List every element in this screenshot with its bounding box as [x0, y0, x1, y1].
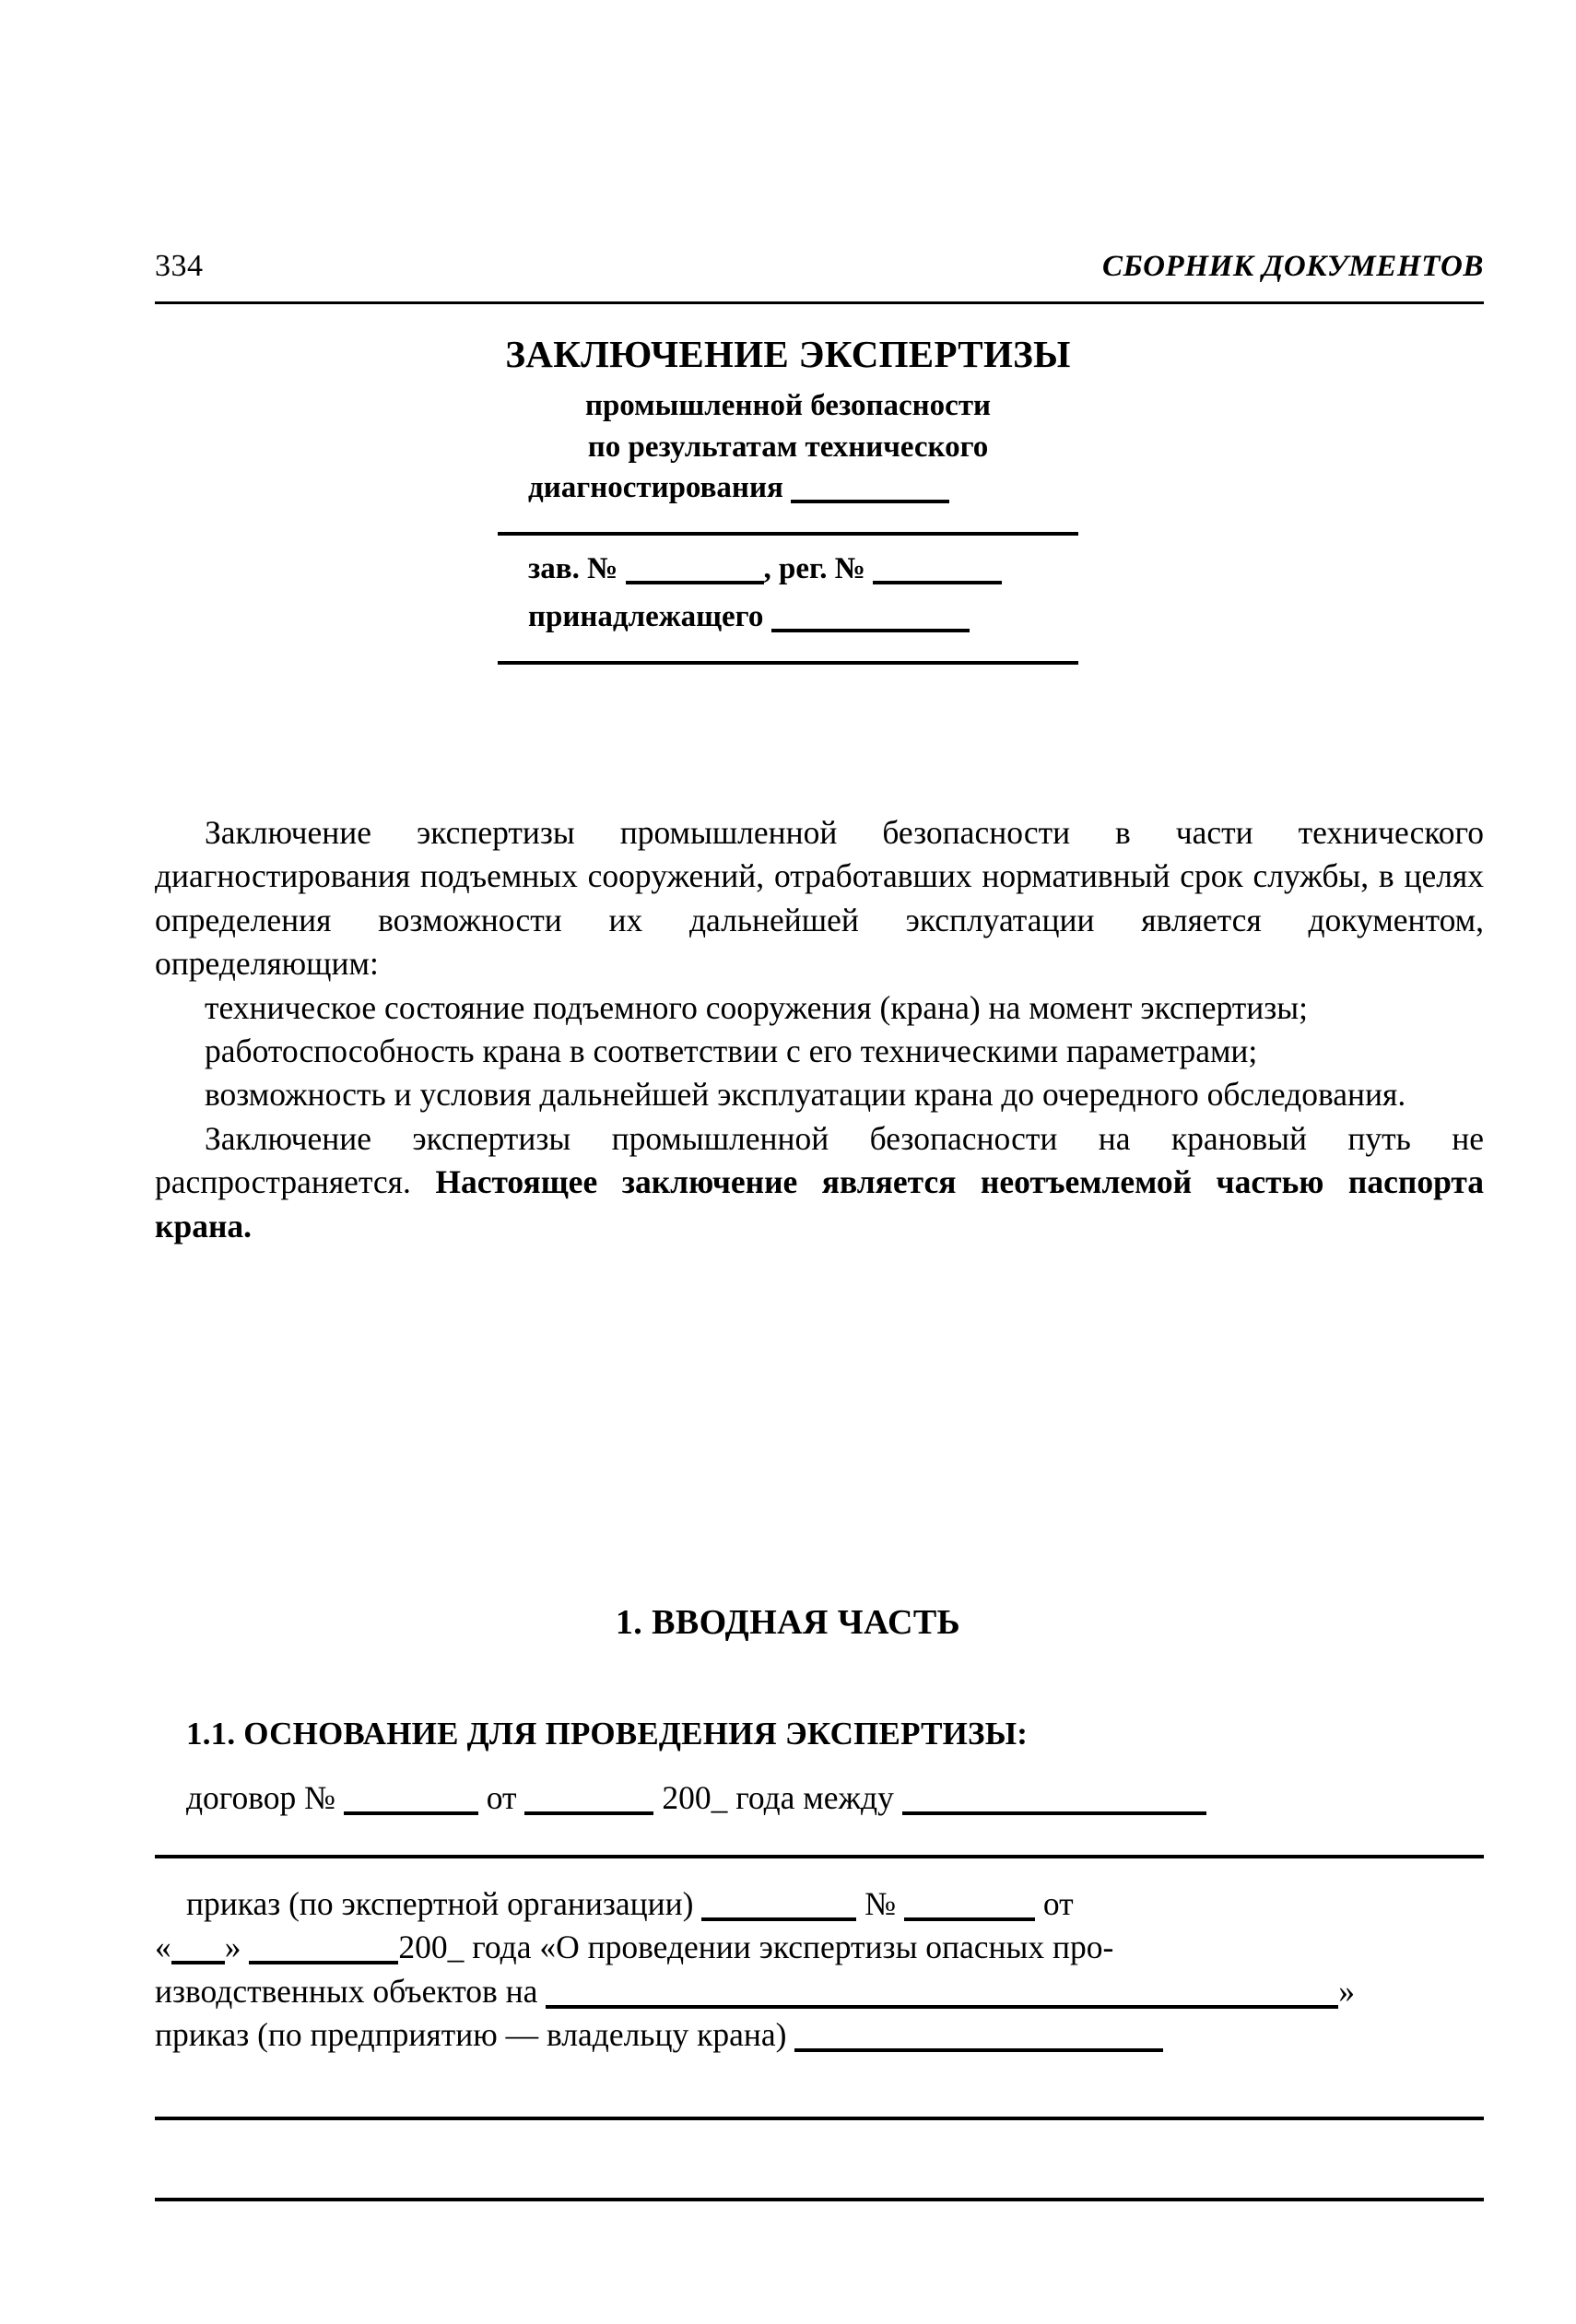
form-rule-blank-1[interactable]: [155, 2117, 1484, 2120]
contract-from-label: от: [486, 1779, 517, 1816]
page-number: 334: [155, 249, 204, 283]
paragraph-item-1: техническое состояние подъемного сооружения (крана) на момент экспертизы;: [205, 988, 1308, 1026]
reg-number-label: , рег. №: [763, 552, 865, 586]
heading-section-1-1: 1.1. ОСНОВАНИЕ ДЛЯ ПРОВЕДЕНИЯ ЭКСПЕРТИЗЫ:: [186, 1716, 1029, 1752]
title-block: [0, 332, 1576, 665]
paragraph-note-bold: Настоящее заключение является неотъемлемой частью паспорта крана.: [155, 1163, 1484, 1245]
paragraph-item-2: работоспособность крана в соответствии с его техническими параметрами;: [205, 1032, 1258, 1069]
order-block: [155, 1882, 1484, 2058]
owner-label: принадлежащего: [528, 600, 764, 634]
serial-number-blank[interactable]: [626, 581, 764, 584]
document-subtitle-1: промышленной безопасности: [584, 389, 992, 423]
contract-row: [155, 1776, 1484, 1820]
order-expert-row: [155, 1882, 1484, 1926]
heading-part-1: 1. ВВОДНАЯ ЧАСТЬ: [615, 1603, 961, 1642]
form-rule-top: [155, 1855, 1484, 1858]
serial-reg-row: [528, 549, 1083, 589]
owner-row: [528, 596, 1083, 637]
paragraph-note: [155, 1117, 1484, 1248]
contract-year: 200_: [662, 1779, 728, 1816]
body-text: [155, 811, 1484, 1248]
contract-parties-blank[interactable]: [902, 1811, 1206, 1815]
document-subtitle-2: по результатам технического: [587, 430, 989, 464]
contract-number-blank[interactable]: [344, 1811, 478, 1815]
running-head-title: СБОРНИК ДОКУМЕНТОВ: [1101, 250, 1484, 283]
contract-label: договор №: [186, 1779, 336, 1816]
diagnostics-label: диагностирования: [528, 470, 783, 504]
order-object-row: [155, 1970, 1484, 2013]
title-form-fields: [493, 467, 1083, 508]
order-quote-close: »: [224, 1929, 241, 1966]
order-quote-open: «: [155, 1929, 171, 1966]
order-owner-label: приказ (по предприятию — владельцу крана): [155, 2016, 787, 2054]
serial-number-label: зав. №: [528, 552, 618, 586]
order-expert-label: приказ (по экспертной организации): [186, 1885, 694, 1922]
contract-date-blank[interactable]: [524, 1811, 653, 1815]
order-day-blank[interactable]: [171, 1961, 225, 1964]
order-expert-no-label: №: [864, 1885, 897, 1922]
order-year-tail: года «О проведении экспертизы опасных про-: [472, 1929, 1114, 1966]
order-month-blank[interactable]: [249, 1961, 398, 1964]
order-date-row: [155, 1926, 1484, 1969]
order-owner-blank[interactable]: [794, 2048, 1163, 2052]
order-expert-name-blank[interactable]: [701, 1917, 856, 1921]
paragraph-item-3: возможность и условия дальнейшей эксплуатации крана до очередного обследования.: [205, 1076, 1406, 1114]
order-object-label: изводственных объектов на: [155, 1972, 538, 2010]
order-owner-row: [155, 2013, 1484, 2057]
order-object-blank[interactable]: [546, 2005, 1338, 2009]
order-year: 200_: [398, 1929, 465, 1966]
paragraph-note-normal: Заключение экспертизы промышленной безопасности на крановый путь не распространяется.: [155, 1119, 1484, 1201]
owner-blank[interactable]: [771, 629, 970, 632]
order-object-tail: »: [1338, 1972, 1356, 2010]
title-rule-2: [498, 661, 1078, 665]
order-expert-no-blank[interactable]: [904, 1917, 1035, 1921]
running-head-rule: [155, 301, 1484, 304]
diagnostics-field-row: [528, 467, 1083, 508]
paragraph-intro: Заключение экспертизы промышленной безопасности в части технического диагностирования подъемных сооружений, отработавших нормативный срок службы, в целях определения возможности их дальнейшей эксплуатации является документом, определяющим:: [155, 814, 1484, 983]
diagnostics-blank[interactable]: [791, 500, 949, 503]
form-rule-blank-2[interactable]: [155, 2198, 1484, 2201]
contract-year-tail: года между: [735, 1779, 894, 1816]
document-title: ЗАКЛЮЧЕНИЕ ЭКСПЕРТИЗЫ: [505, 333, 1071, 375]
reg-number-blank[interactable]: [873, 581, 1002, 584]
running-head: [155, 251, 1484, 282]
order-expert-from-label: от: [1042, 1885, 1074, 1922]
